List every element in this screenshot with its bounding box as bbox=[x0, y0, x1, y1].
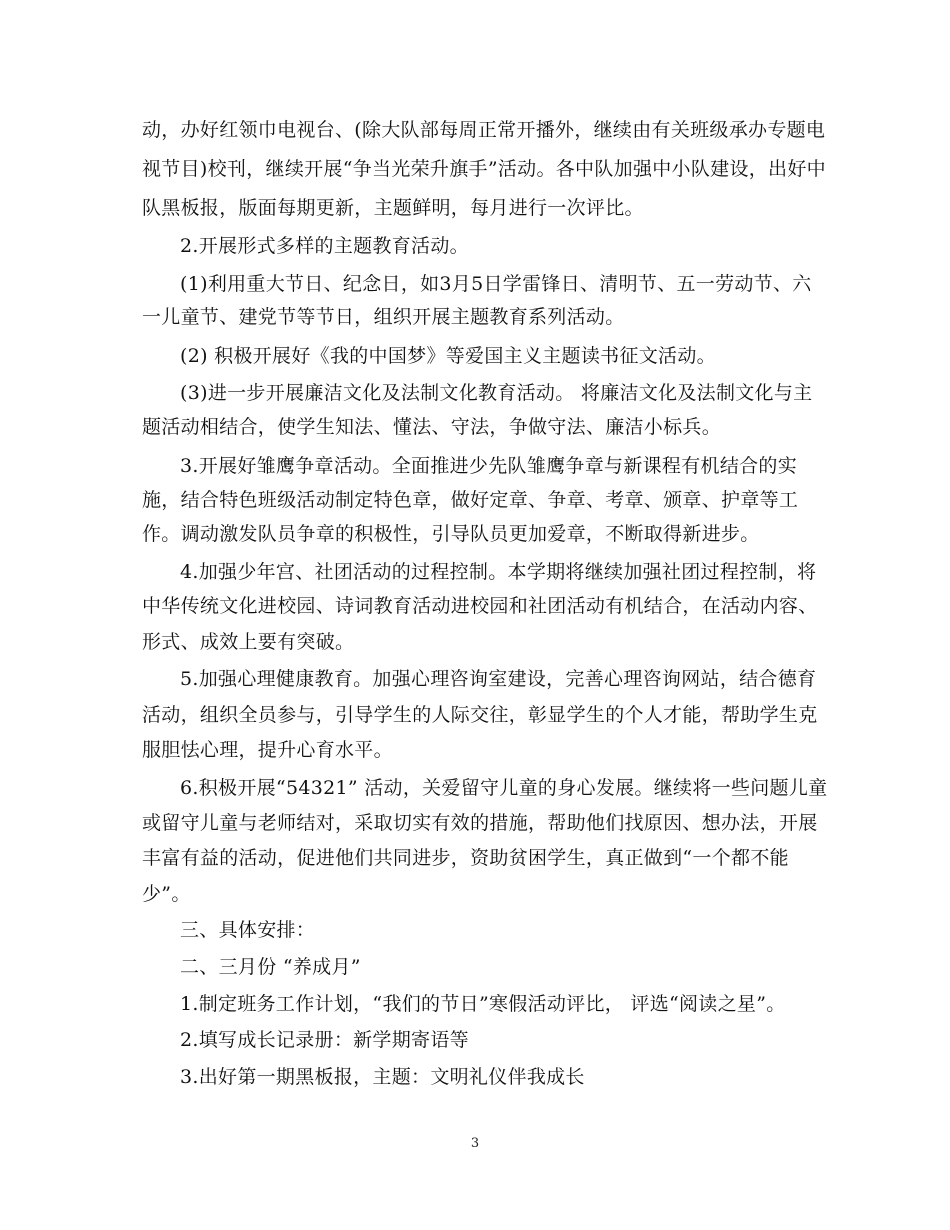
paragraph-line-15: 形式、成效上要有突破。 bbox=[142, 631, 355, 653]
paragraph-line-11: 施，结合特色班级活动制定特色章，做好定章、争章、考章、颁章、护章等工 bbox=[142, 489, 799, 511]
section-heading-2: 2.开展形式多样的主题教育活动。 bbox=[180, 235, 469, 257]
paragraph-line-13: 4.加强少年宫、社团活动的过程控制。本学期将继续加强社团过程控制，将 bbox=[180, 561, 817, 583]
paragraph-line-17: 活动，组织全员参与，引导学生的人际交往，彰显学生的个人才能，帮助学生克 bbox=[142, 704, 818, 726]
subsection-heading-month: 二、三月份 “养成月” bbox=[180, 956, 361, 978]
paragraph-line-16: 5.加强心理健康教育。加强心理咨询室建设，完善心理咨询网站，结合德育 bbox=[180, 668, 817, 690]
paragraph-line-22: 少”。 bbox=[142, 883, 191, 905]
paragraph-line-10: 3.开展好雏鹰争章活动。全面推进少先队雏鹰争章与新课程有机结合的实 bbox=[180, 455, 798, 477]
paragraph-line-1: 动，办好红领巾电视台、(除大队部每周正常开播外，继续由有关班级承办专题电 bbox=[142, 119, 826, 141]
paragraph-line-18: 服胆怯心理，提升心育水平。 bbox=[142, 739, 393, 761]
paragraph-line-8: (3)进一步开展廉洁文化及法制文化教育活动。 将廉洁文化及法制文化与主 bbox=[180, 382, 813, 404]
paragraph-line-6: 一儿童节、建党节等节日，组织开展主题教育系列活动。 bbox=[142, 306, 625, 328]
paragraph-line-7: (2) 积极开展好《我的中国梦》等爱国主义主题读书征文活动。 bbox=[180, 345, 716, 367]
paragraph-line-21: 丰富有益的活动，促进他们共同进步，资助贫困学生，真正做到“一个都不能 bbox=[142, 847, 789, 869]
paragraph-line-12: 作。调动激发队员争章的积极性，引导队员更加爱章，不断取得新进步。 bbox=[142, 523, 760, 545]
paragraph-line-19: 6.积极开展“54321” 活动，关爱留守儿童的身心发展。继续将一些问题儿童 bbox=[180, 777, 828, 799]
arrangement-item-2: 2.填写成长记录册：新学期寄语等 bbox=[180, 1029, 469, 1051]
paragraph-line-2: 视节目)校刊，继续开展“争当光荣升旗手”活动。各中队加强中小队建设，出好中 bbox=[142, 158, 826, 180]
paragraph-line-3: 队黑板报，版面每期更新，主题鲜明，每月进行一次评比。 bbox=[142, 197, 644, 219]
arrangement-item-1: 1.制定班务工作计划，“我们的节日”寒假活动评比， 评选“阅读之星”。 bbox=[180, 993, 786, 1015]
arrangement-item-3: 3.出好第一期黑板报，主题：文明礼仪伴我成长 bbox=[180, 1066, 585, 1088]
paragraph-line-9: 题活动相结合，使学生知法、懂法、守法，争做守法、廉洁小标兵。 bbox=[142, 416, 722, 438]
paragraph-line-20: 或留守儿童与老师结对，采取切实有效的措施，帮助他们找原因、想办法，开展 bbox=[142, 812, 818, 834]
paragraph-line-14: 中华传统文化进校园、诗词教育活动进校园和社团活动有机结合，在活动内容、 bbox=[142, 595, 818, 617]
page-number: 3 bbox=[470, 1136, 480, 1151]
section-heading-3: 三、具体安排： bbox=[180, 919, 316, 941]
paragraph-line-5: (1)利用重大节日、纪念日，如3月5日学雷锋日、清明节、五一劳动节、六 bbox=[180, 273, 812, 295]
